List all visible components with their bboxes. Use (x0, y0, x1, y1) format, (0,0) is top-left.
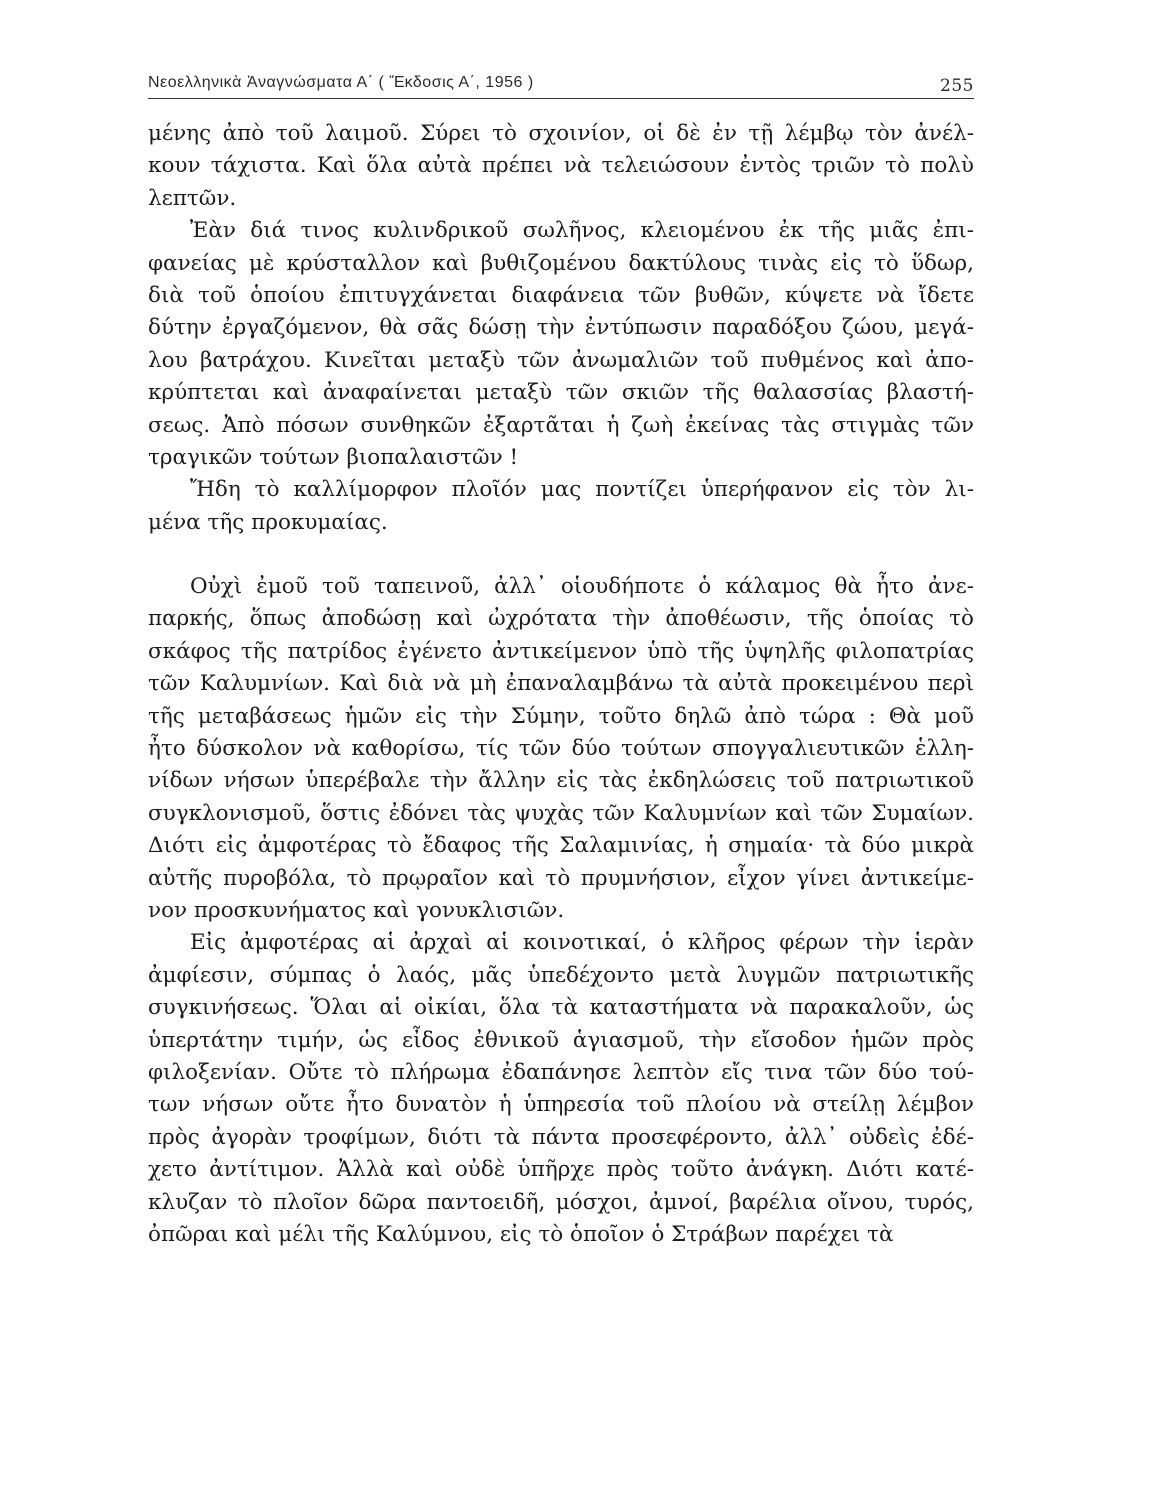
paragraph (148, 118, 974, 215)
paragraph-gap (148, 539, 974, 571)
body-text (148, 118, 974, 1251)
text-line: λεπτῶν. (148, 185, 237, 211)
text-line: φανείας μὲ κρύσταλλον καὶ βυθιζομένου δακτύλους τινὰς εἰς τὸ ὕδωρ, (148, 250, 974, 276)
text-line: Ἤδη τὸ καλλίμορφον πλοῖόν μας ποντίζει ὑπερήφανον εἰς τὸν λι- (190, 477, 974, 503)
text-line: σεως. Ἀπὸ πόσων συνθηκῶν ἐξαρτᾶται ἡ ζωὴ ἐκείνας τὰς στιγμὰς τῶν (148, 412, 974, 438)
text-line: ὑπερτάτην τιμήν, ὡς εἶδος ἐθνικοῦ ἁγιασμοῦ, τὴν εἴσοδον ἡμῶν πρὸς (148, 1027, 974, 1053)
text-line: κλυζαν τὸ πλοῖον δῶρα παντοειδῆ, μόσχοι, ἀμνοί, βαρέλια οἴνου, τυρός, (148, 1189, 974, 1215)
text-line: Διότι εἰς ἀμφοτέρας τὸ ἔδαφος τῆς Σαλαμινίας, ἡ σημαία· τὰ δύο μικρὰ (148, 833, 974, 859)
text-line: συγκλονισμοῦ, ὅστις ἐδόνει τὰς ψυχὰς τῶν Καλυμνίων καὶ τῶν Συμαίων. (148, 800, 974, 826)
text-line: ἦτο δύσκολον νὰ καθορίσω, τίς τῶν δύο τούτων σπογγαλιευτικῶν ἑλλη- (148, 736, 974, 762)
text-line: Ἐὰν διά τινος κυλινδρικοῦ σωλῆνος, κλειομένου ἐκ τῆς μιᾶς ἐπι- (190, 218, 974, 244)
text-line: νίδων νήσων ὑπερέβαλε τὴν ἄλλην εἰς τὰς ἐκδηλώσεις τοῦ πατριωτικοῦ (148, 768, 974, 794)
page-number: 255 (940, 76, 974, 96)
text-line: ὀπῶραι καὶ μέλι τῆς Καλύμνου, εἰς τὸ ὁποῖον ὁ Στράβων παρέχει τὰ (148, 1221, 894, 1247)
text-line: τῆς μεταβάσεως ἡμῶν εἰς τὴν Σύμην, τοῦτο δηλῶ ἀπὸ τώρα : Θὰ μοῦ (148, 703, 974, 729)
text-line: Οὐχὶ ἐμοῦ τοῦ ταπεινοῦ, ἀλλ᾽ οἱουδήποτε ὁ κάλαμος θὰ ἦτο ἀνε- (190, 574, 974, 600)
text-line: νον προσκυνήματος καὶ γονυκλισιῶν. (148, 897, 565, 923)
text-line: αὐτῆς πυροβόλα, τὸ πρῳραῖον καὶ τὸ πρυμνήσιον, εἶχον γίνει ἀντικείμε- (148, 865, 974, 891)
paragraph (148, 927, 974, 1251)
text-line: ἀμφίεσιν, σύμπας ὁ λαός, μᾶς ὑπεδέχοντο μετὰ λυγμῶν πατριωτικῆς (148, 962, 974, 988)
text-line: κρύπτεται καὶ ἀναφαίνεται μεταξὺ τῶν σκιῶν τῆς θαλασσίας βλαστή- (148, 380, 974, 406)
text-line: τῶν Καλυμνίων. Καὶ διὰ νὰ μὴ ἐπαναλαμβάνω τὰ αὐτὰ προκειμένου περὶ (148, 671, 974, 697)
book-page (148, 74, 974, 1251)
text-line: σκάφος τῆς πατρίδος ἐγένετο ἀντικείμενον ὑπὸ τῆς ὑψηλῆς φιλοπατρίας (148, 638, 974, 664)
text-line: μένης ἀπὸ τοῦ λαιμοῦ. Σύρει τὸ σχοινίον, οἱ δὲ ἐν τῇ λέμβῳ τὸν ἀνέλ- (148, 121, 974, 146)
text-line: λου βατράχου. Κινεῖται μεταξὺ τῶν ἀνωμαλιῶν τοῦ πυθμένος καὶ ἀπο- (148, 347, 974, 373)
running-title: Νεοελληνικὰ Ἀναγνώσματα Α΄ ( Ἔκδοσις Α΄, 1956 ) (148, 74, 534, 91)
text-line: των νήσων οὔτε ἦτο δυνατὸν ἡ ὑπηρεσία τοῦ πλοίου νὰ στείλῃ λέμβον (148, 1092, 974, 1118)
text-line: παρκής, ὅπως ἀποδώσῃ καὶ ὠχρότατα τὴν ἀποθέωσιν, τῆς ὁποίας τὸ (148, 606, 974, 632)
paragraph (148, 215, 974, 474)
text-line: κουν τάχιστα. Καὶ ὅλα αὐτὰ πρέπει νὰ τελειώσουν ἐντὸς τριῶν τὸ πολὺ (148, 153, 974, 179)
text-line: συγκινήσεως. Ὅλαι αἱ οἰκίαι, ὅλα τὰ καταστήματα νὰ παρακαλοῦν, ὡς (148, 995, 974, 1021)
text-line: χετο ἀντίτιμον. Ἀλλὰ καὶ οὐδὲ ὑπῆρχε πρὸς τοῦτο ἀνάγκη. Διότι κατέ- (148, 1157, 974, 1183)
text-line: δύτην ἐργαζόμενον, θὰ σᾶς δώσῃ τὴν ἐντύπωσιν παραδόξου ζώου, μεγά- (148, 315, 974, 341)
text-line: διὰ τοῦ ὁποίου ἐπιτυγχάνεται διαφάνεια τῶν βυθῶν, κύψετε νὰ ἴδετε (148, 282, 974, 308)
running-header (148, 74, 974, 99)
text-line: Εἰς ἀμφοτέρας αἱ ἀρχαὶ αἱ κοινοτικαί, ὁ κλῆρος φέρων τὴν ἱερὰν (190, 930, 974, 956)
text-line: πρὸς ἀγορὰν τροφίμων, διότι τὰ πάντα προσεφέροντο, ἀλλ᾽ οὐδεὶς ἐδέ- (148, 1124, 974, 1150)
paragraph (148, 474, 974, 539)
paragraph (148, 571, 974, 927)
text-line: τραγικῶν τούτων βιοπαλαιστῶν ! (148, 444, 519, 470)
text-line: μένα τῆς προκυμαίας. (148, 509, 388, 535)
text-line: φιλοξενίαν. Οὔτε τὸ πλήρωμα ἐδαπάνησε λεπτὸν εἴς τινα τῶν δύο τού- (148, 1059, 974, 1085)
